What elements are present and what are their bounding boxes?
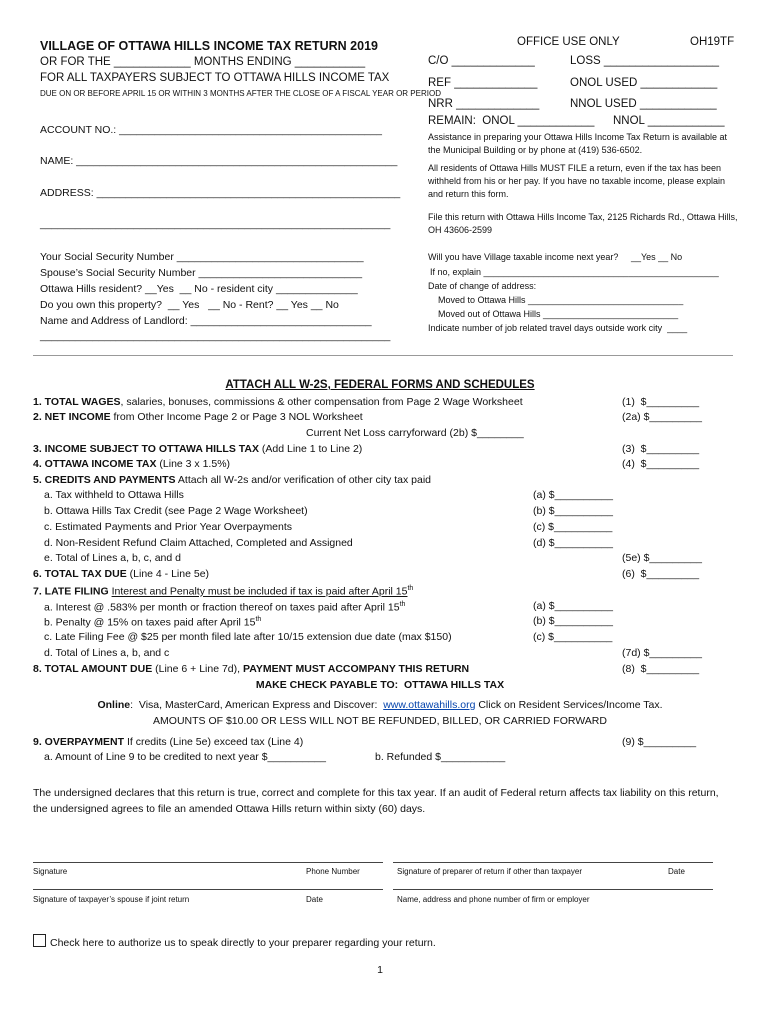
line-5c-label: c. Estimated Payments and Prior Year Overpayments xyxy=(44,521,293,533)
signature-label: Signature xyxy=(33,867,68,876)
check-payable-note: MAKE CHECK PAYABLE TO: OTTAWA HILLS TAX xyxy=(255,679,505,691)
assistance-note: Assistance in preparing your Ottawa Hills Income Tax Return is available at the Municipal Building or by phone at (419) 536-6502. xyxy=(428,132,727,155)
must-file-note: All residents of Ottawa Hills MUST FILE a return, even if the tax has been withheld from his or her pay. If you have no taxable income, please explain and return this form. xyxy=(428,163,725,199)
remain-nnol-field[interactable]: NNOL ____________ xyxy=(613,115,725,127)
preparer-date-label: Date xyxy=(668,867,685,876)
due-date-note: DUE ON OR BEFORE APRIL 15 OR WITHIN 3 MONTHS AFTER THE CLOSE OF A FISCAL YEAR OR PERIOD xyxy=(40,89,441,98)
line-5c-amount[interactable]: (c) $__________ xyxy=(533,521,613,533)
property-question[interactable]: Do you own this property? __ Yes __ No - Rent? __ Yes __ No xyxy=(40,299,339,311)
line-6-amount[interactable]: (6) $_________ xyxy=(622,568,700,580)
attach-heading: ATTACH ALL W-2S, FEDERAL FORMS AND SCHEDULES xyxy=(225,379,535,391)
line-2b-carryforward[interactable]: Current Net Loss carryforward (2b) $________ xyxy=(306,427,524,439)
firm-info-line[interactable] xyxy=(393,889,713,890)
line-9-overpayment: 9. OVERPAYMENT If credits (Line 5e) exceed tax (Line 4) xyxy=(33,736,304,748)
address-field[interactable]: ADDRESS: ____________________________________________________ xyxy=(40,187,401,199)
date-change-label: Date of change of address: xyxy=(428,281,537,291)
next-year-question[interactable]: Will you have Village taxable income next year? __Yes __ No xyxy=(428,252,683,262)
line-3-income-subject: 3. INCOME SUBJECT TO OTTAWA HILLS TAX (Add Line 1 to Line 2) xyxy=(33,443,363,455)
line-7a-label: a. Interest @ .583% per month or fraction thereof on taxes paid after April 15th xyxy=(44,601,406,614)
line-7c-amount[interactable]: (c) $__________ xyxy=(533,631,613,643)
line-7b-amount[interactable]: (b) $__________ xyxy=(533,615,613,627)
authorize-checkbox[interactable] xyxy=(33,934,46,947)
explain-field[interactable]: If no, explain _______________________________________________ xyxy=(430,267,719,277)
line-1-wages: 1. TOTAL WAGES, salaries, bonuses, commissions & other compensation from Page 2 Wage Worksheet xyxy=(33,396,523,408)
line-5e-label: e. Total of Lines a, b, c, and d xyxy=(44,552,181,564)
remain-onol-field[interactable]: REMAIN: ONOL ____________ xyxy=(428,115,595,127)
line-5d-amount[interactable]: (d) $__________ xyxy=(533,537,613,549)
firm-info-label: Name, address and phone number of firm or employer xyxy=(397,895,590,904)
section-divider xyxy=(33,355,733,356)
preparer-signature-label: Signature of preparer of return if other than taxpayer xyxy=(397,867,582,876)
loss-field[interactable]: LOSS __________________ xyxy=(570,55,720,67)
line-2a-amount[interactable]: (2a) $_________ xyxy=(622,411,702,423)
spouse-signature-label: Signature of taxpayer’s spouse if joint return xyxy=(33,895,190,904)
spouse-date-label: Date xyxy=(306,895,323,904)
name-field[interactable]: NAME: _______________________________________________________ xyxy=(40,155,398,167)
applicability-line: FOR ALL TAXPAYERS SUBJECT TO OTTAWA HILLS INCOME TAX xyxy=(40,72,390,84)
resident-question[interactable]: Ottawa Hills resident? __Yes __ No - resident city ______________ xyxy=(40,283,358,295)
landlord-line2-field[interactable]: ____________________________________________________________ xyxy=(40,330,391,342)
line-9a-credit-next-year[interactable]: a. Amount of Line 9 to be credited to next year $__________ xyxy=(44,751,326,763)
line-9-amount[interactable]: (9) $_________ xyxy=(622,736,697,748)
address-line2-field[interactable]: ____________________________________________________________ xyxy=(40,218,391,230)
signature-line[interactable] xyxy=(33,862,383,863)
authorize-label: Check here to authorize us to speak directly to your preparer regarding your return. xyxy=(50,937,436,949)
line-5b-label: b. Ottawa Hills Tax Credit (see Page 2 Wage Worksheet) xyxy=(44,505,308,517)
line-7b-label: b. Penalty @ 15% on taxes paid after April 15th xyxy=(44,616,262,629)
landlord-field[interactable]: Name and Address of Landlord: _______________________________ xyxy=(40,315,372,327)
spouse-signature-line[interactable] xyxy=(33,889,383,890)
account-number-field[interactable]: ACCOUNT NO.: _____________________________________________ xyxy=(40,124,382,136)
line-7c-label: c. Late Filing Fee @ $25 per month filed late after 10/15 extension due date (max $150) xyxy=(44,631,452,643)
ssn-field[interactable]: Your Social Security Number ________________________________ xyxy=(40,251,364,263)
line-4-income-tax: 4. OTTAWA INCOME TAX (Line 3 x 1.5%) xyxy=(33,458,231,470)
phone-number-label: Phone Number xyxy=(306,867,360,876)
line-5e-amount[interactable]: (5e) $_________ xyxy=(622,552,702,564)
online-payment-line: Online: Visa, MasterCard, American Express and Discover: www.ottawahills.org Click on Resident Services/Income Tax. xyxy=(97,699,663,711)
ref-field[interactable]: REF _____________ xyxy=(428,77,538,89)
line-8-amount[interactable]: (8) $_________ xyxy=(622,663,700,675)
spouse-ssn-field[interactable]: Spouse’s Social Security Number ____________________________ xyxy=(40,267,363,279)
office-use-heading: OFFICE USE ONLY xyxy=(517,36,620,48)
file-with-note: File this return with Ottawa Hills Income Tax, 2125 Richards Rd., Ottawa Hills, OH 43606-2599 xyxy=(428,212,738,235)
line-1-amount[interactable]: (1) $_________ xyxy=(622,396,700,408)
form-title: VILLAGE OF OTTAWA HILLS INCOME TAX RETURN 2019 xyxy=(40,39,378,53)
travel-days-field[interactable]: Indicate number of job related travel days outside work city ____ xyxy=(428,323,688,333)
line-7a-amount[interactable]: (a) $__________ xyxy=(533,600,613,612)
ottawahills-link[interactable]: www.ottawahills.org xyxy=(383,699,476,711)
small-amounts-note: AMOUNTS OF $10.00 OR LESS WILL NOT BE REFUNDED, BILLED, OR CARRIED FORWARD xyxy=(153,715,607,727)
nrr-field[interactable]: NRR _____________ xyxy=(428,98,540,110)
co-field[interactable]: C/O _____________ xyxy=(428,55,535,67)
page-number: 1 xyxy=(377,964,383,976)
onol-used-field[interactable]: ONOL USED ____________ xyxy=(570,77,718,89)
line-5d-label: d. Non-Resident Refund Claim Attached, Completed and Assigned xyxy=(44,537,353,549)
preparer-signature-line[interactable] xyxy=(393,862,713,863)
line-7-late-filing: 7. LATE FILING Interest and Penalty must be included if tax is paid after April 15th xyxy=(33,585,414,598)
period-line[interactable]: OR FOR THE ____________ MONTHS ENDING ___________ xyxy=(40,56,366,68)
declaration-text: The undersigned declares that this return is true, correct and complete for this tax year. If an audit of Federal return affects tax liability on this return, the undersigned agrees to file an amended Ottawa Hills return within sixty (60) days. xyxy=(33,787,719,816)
authorize-preparer-row[interactable] xyxy=(33,934,436,949)
line-7d-amount[interactable]: (7d) $_________ xyxy=(622,647,702,659)
line-5b-amount[interactable]: (b) $__________ xyxy=(533,505,613,517)
nnol-used-field[interactable]: NNOL USED ____________ xyxy=(570,98,717,110)
line-5a-label: a. Tax withheld to Ottawa Hills xyxy=(44,489,184,501)
line-5a-amount[interactable]: (a) $__________ xyxy=(533,489,613,501)
line-5-credits: 5. CREDITS AND PAYMENTS Attach all W-2s and/or verification of other city tax paid xyxy=(33,474,431,486)
line-2-net-income: 2. NET INCOME from Other Income Page 2 or Page 3 NOL Worksheet xyxy=(33,411,363,423)
line-9b-refunded[interactable]: b. Refunded $___________ xyxy=(375,751,506,763)
line-4-amount[interactable]: (4) $_________ xyxy=(622,458,700,470)
line-3-amount[interactable]: (3) $_________ xyxy=(622,443,700,455)
form-code: OH19TF xyxy=(690,36,735,48)
line-8-total-amount-due: 8. TOTAL AMOUNT DUE (Line 6 + Line 7d), PAYMENT MUST ACCOMPANY THIS RETURN xyxy=(33,663,470,675)
moved-out-field[interactable]: Moved out of Ottawa Hills ___________________________ xyxy=(438,309,679,319)
line-6-total-tax-due: 6. TOTAL TAX DUE (Line 4 - Line 5e) xyxy=(33,568,210,580)
moved-to-field[interactable]: Moved to Ottawa Hills _______________________________ xyxy=(438,295,684,305)
line-7d-label: d. Total of Lines a, b, and c xyxy=(44,647,170,659)
